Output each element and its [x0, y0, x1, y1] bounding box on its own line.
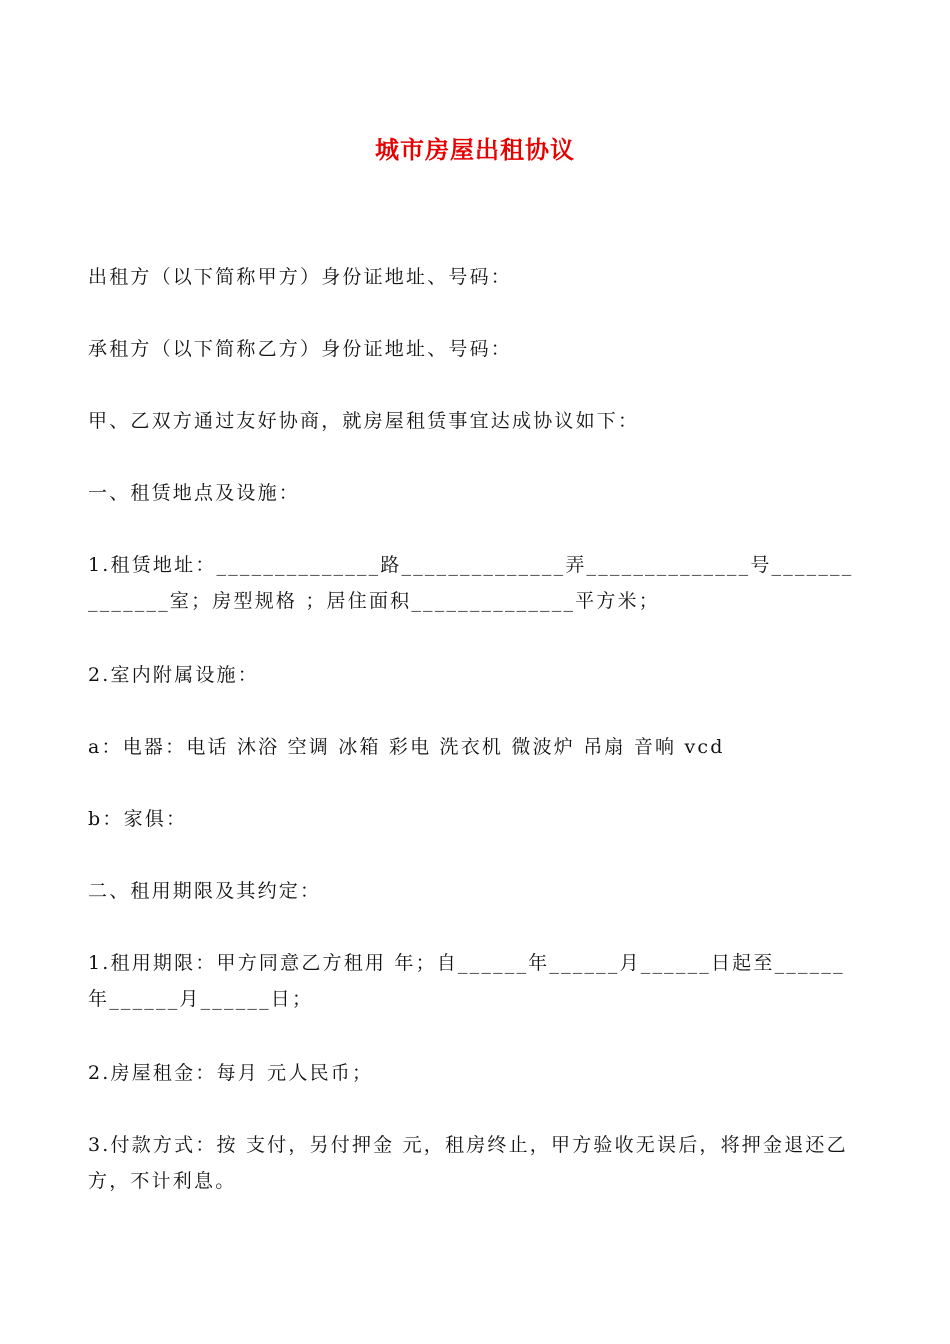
furniture-line: b：家俱：	[88, 808, 188, 830]
section-1-heading: 一、租赁地点及设施：	[88, 482, 301, 504]
payment-method-clause: 3.付款方式：按 支付，另付押金 元，租房终止，甲方验收无误后，将押金退还乙方，不计利息。	[88, 1134, 848, 1192]
rent-clause: 2.房屋租金：每月 元人民币；	[88, 1062, 374, 1084]
lessor-line: 出租方（以下简称甲方）身份证地址、号码：	[88, 266, 513, 288]
rental-address-clause: 1.租赁地址：______________路______________弄______________号______________室；房型规格 ；居住面积______________平方米；	[88, 554, 854, 612]
lease-term-clause: 1.租用期限：甲方同意乙方租用 年；自______年______月______日起至______年______月______日；	[88, 952, 845, 1010]
section-2-heading: 二、租用期限及其约定：	[88, 880, 322, 902]
lessee-line: 承租方（以下简称乙方）身份证地址、号码：	[88, 338, 513, 360]
appliances-line: a：电器：电话 沐浴 空调 冰箱 彩电 洗衣机 微波炉 吊扇 音响 vcd	[88, 736, 725, 758]
agreement-intro: 甲、乙双方通过友好协商，就房屋租赁事宜达成协议如下：	[88, 410, 640, 432]
facilities-heading: 2.室内附属设施：	[88, 664, 259, 686]
document-title: 城市房屋出租协议	[375, 136, 575, 164]
